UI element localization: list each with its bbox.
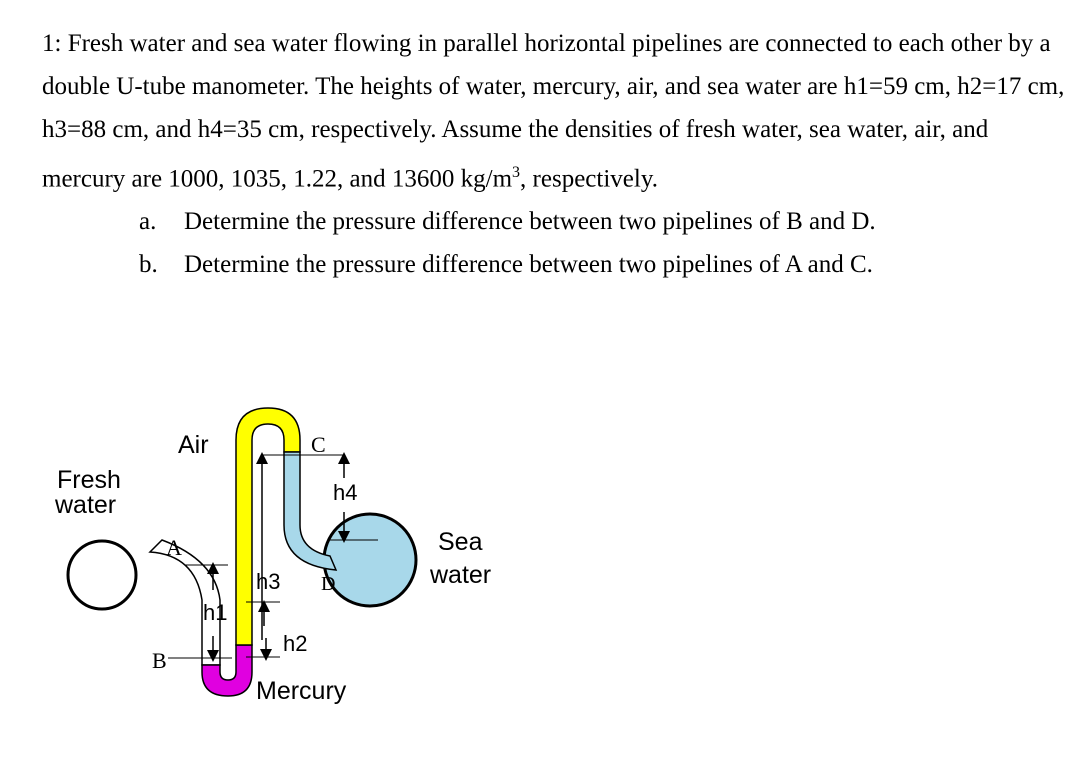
label-sea-line1: Sea [438,528,483,556]
label-sea-line2: water [430,561,492,589]
label-d: D [321,573,336,595]
label-fresh-line2: water [55,491,117,519]
sea-water-pipe [324,514,416,606]
question-b-text: Determine the pressure difference between two pipelines of A and C. [184,251,873,279]
label-h1: h1 [203,600,228,625]
label-air: Air [178,431,209,459]
statement-part2: , respectively. [520,165,658,193]
label-a: A [166,535,182,560]
question-b-marker: b. [139,251,158,279]
label-h4: h4 [333,480,358,505]
fresh-water-pipe [68,541,136,609]
label-c: C [311,432,326,457]
statement-part1: Fresh water and sea water flowing in parallel horizontal pipelines are connected to each other by a double U-tube manometer. The heights of water, mercury, air, and sea water are h1=59 cm, h2=17 cm, h3=88 cm, and h4=35 cm, respectively. Assume the densities of fresh water, sea water, air, and mercury are 1000, 1035, 1.22, and 13600 kg/m [42,30,1065,193]
question-a-marker: a. [139,208,157,236]
superscript-3: 3 [512,164,521,181]
label-fresh-line1: Fresh [57,466,121,494]
label-h3: h3 [256,569,281,594]
question-a-text: Determine the pressure difference between two pipelines of B and D. [184,208,876,236]
problem-number: 1: [42,30,62,57]
label-b: B [152,648,167,673]
label-mercury: Mercury [256,677,347,705]
label-h2: h2 [283,631,308,656]
